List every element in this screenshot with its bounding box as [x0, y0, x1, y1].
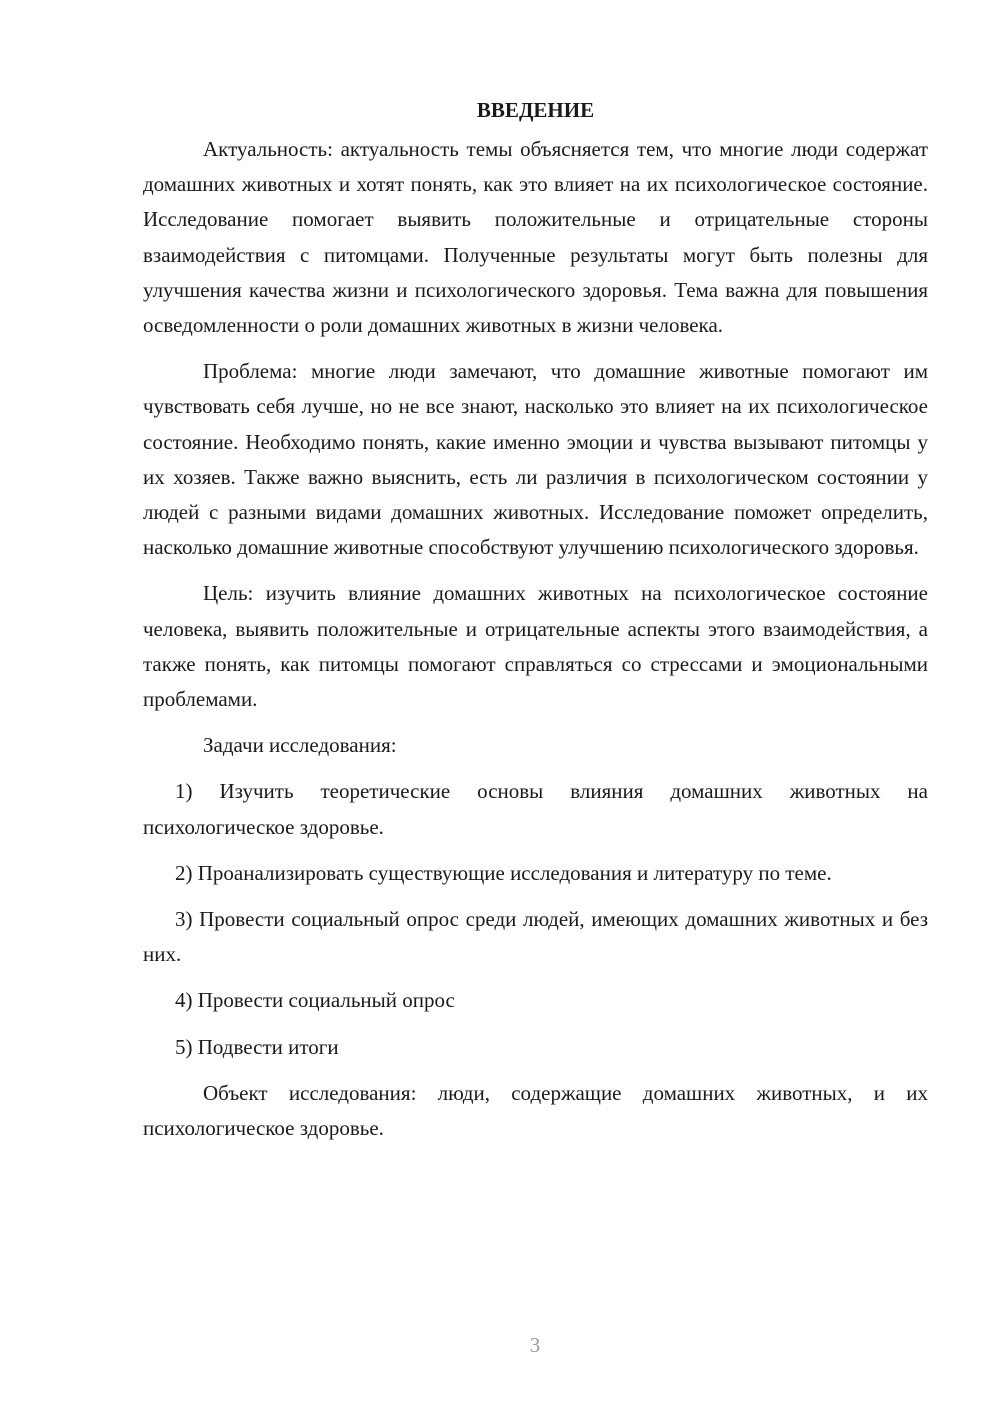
task-item-1: 1) Изучить теоретические основы влияния домашних животных на психологическое здоровье.	[143, 779, 928, 839]
task-item-3: 3) Провести социальный опрос среди людей, имеющих домашних животных и без них.	[143, 907, 928, 967]
paragraph-object: Объект исследования: люди, содержащие домашних животных, и их психологическое здоровье.	[143, 1080, 928, 1141]
tasks-heading: Задачи исследования:	[203, 733, 397, 758]
page-content	[143, 93, 928, 1157]
paragraph-problem: Проблема: многие люди замечают, что домашние животные помогают им чувствовать себя лучше, но не все знают, насколько это влияет на их психологическое состояние. Необходимо понять, какие именно эмоции и чувства вызывают питомцы у их хозяев. Также важно выяснить, есть ли различия в психологическом состоянии у людей с разными видами домашних животных. Исследование поможет определить, насколько домашние животные способствуют улучшению психологического здоровья.	[143, 359, 928, 560]
paragraph-relevance: Актуальность: актуальность темы объясняется тем, что многие люди содержат домашних животных и хотят понять, как это влияет на их психологическое состояние. Исследование помогает выявить положительные и отрицательные стороны взаимодействия с питомцами. Полученные результаты могут быть полезны для улучшения качества жизни и психологического здоровья. Тема важна для повышения осведомленности о роли домашних животных в жизни человека.	[143, 137, 928, 338]
task-item-4: 4) Провести социальный опрос	[175, 988, 455, 1013]
paragraph-goal: Цель: изучить влияние домашних животных на психологическое состояние человека, выявить положительные и отрицательные аспекты этого взаимодействия, а также понять, как питомцы помогают справляться со стрессами и эмоциональными проблемами.	[143, 581, 928, 712]
section-title: ВВЕДЕНИЕ	[476, 98, 595, 122]
page-number: 3	[529, 1333, 541, 1357]
task-item-5: 5) Подвести итоги	[175, 1034, 339, 1059]
task-item-2: 2) Проанализировать существующие исследования и литературу по теме.	[175, 860, 832, 885]
